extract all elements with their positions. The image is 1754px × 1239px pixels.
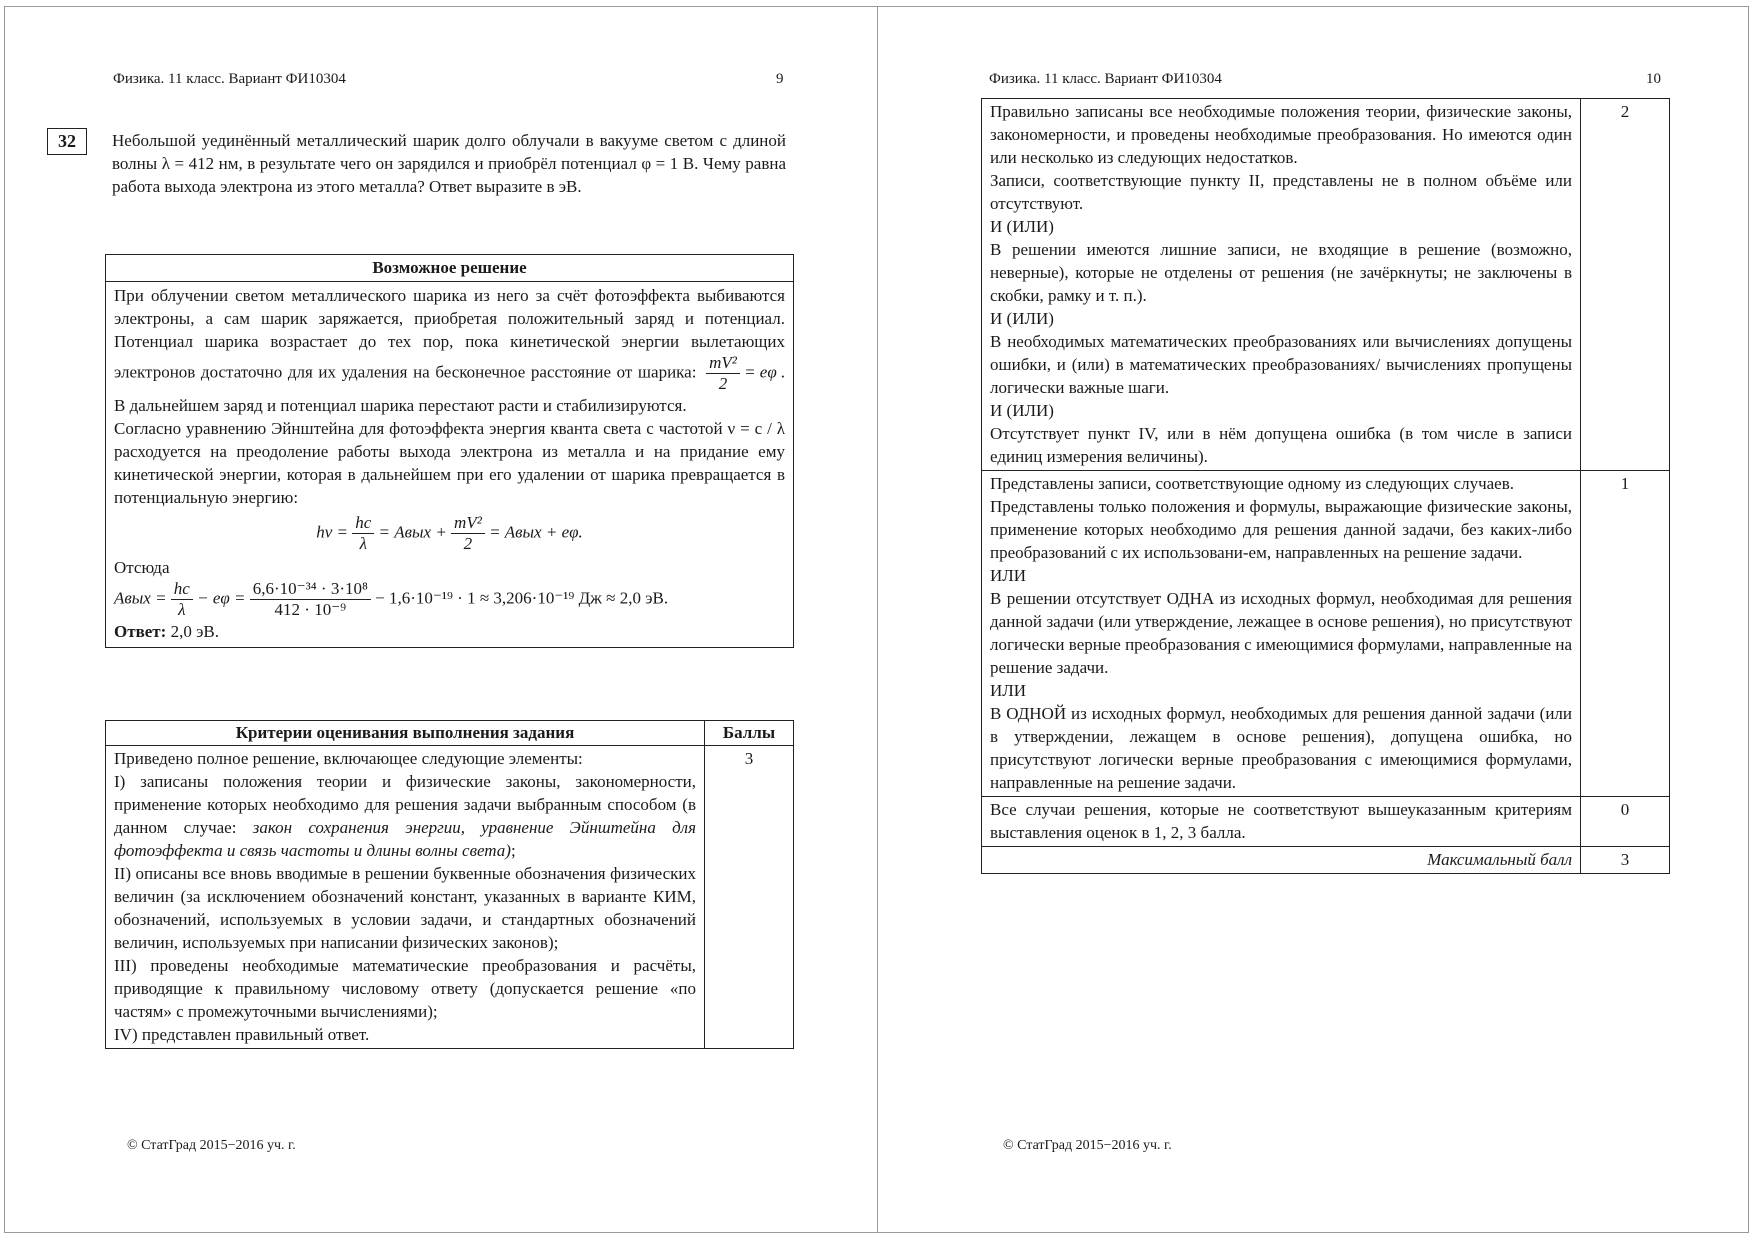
criteria-item-i-italic: закон сохранения энергии, уравнение Эйнштейна для фотоэффекта и связь частоты и длины волны света) — [114, 818, 696, 860]
fraction-denominator: 2 — [463, 534, 473, 553]
criteria-item-iv: IV) представлен правильный ответ. — [114, 1025, 370, 1044]
criteria-item-i-text: I) записаны положения теории и физические законы, закономерности, применение которых необходимо для решения задачи выбранным способом (в данном случае: — [114, 772, 696, 837]
einstein-equation — [114, 513, 785, 554]
criteria-row-3-text — [106, 746, 705, 1049]
criteria-row-2-p1: Правильно записаны все необходимые положения теории, физические законы, закономерности, и проведены необходимые преобразования. Но имеются один или несколько из следующих недостатков. — [990, 102, 1572, 167]
criteria-row-2-text — [982, 99, 1581, 471]
eq-mid: = Aвых + — [378, 522, 447, 542]
hence-label: Отсюда — [114, 558, 170, 577]
criteria-header: Критерии оценивания выполнения задания — [106, 721, 705, 746]
answer-line — [114, 620, 785, 643]
max-score-row — [982, 847, 1670, 874]
criteria-or-label: И (ИЛИ) — [990, 217, 1054, 236]
answer-label: Ответ: — [114, 622, 167, 641]
question-number-box: 32 — [47, 128, 87, 155]
criteria-row-2-points: 2 — [1581, 99, 1670, 471]
criteria-or-label: ИЛИ — [990, 566, 1027, 585]
kinetic-energy-formula — [706, 353, 777, 394]
criteria-row-1-p3: В решении отсутствует ОДНА из исходных формул, необходимая для решения данной задачи (или утверждение, лежащее в основе решения), но присутствуют логически верные преобразования с имеющимися формулами, направленные на решение задачи. — [990, 589, 1572, 677]
question-text: Небольшой уединённый металлический шарик долго облучали в вакууме светом с длиной волны λ = 412 нм, в результате чего он зарядился и приобрёл потенциал φ = 1 В. Чему равна работа выхода электрона из этого металла? Ответ выразите в эВ. — [112, 131, 786, 196]
criteria-row-0-points: 0 — [1581, 797, 1670, 847]
solution-p1-text: При облучении светом металлического шарика из него за счёт фотоэффекта выбиваются электроны, а сам шарик заряжается, приобретая положительный заряд и потенциал. Потенциал шарика возрастает до тех пор, пока кинетической энергии вылетающих электронов достаточно для их удаления на бесконечное расстояние от шарика: — [114, 286, 785, 382]
fraction-denominator: λ — [359, 534, 367, 553]
criteria-table-left — [105, 720, 794, 1049]
criteria-item-iii: III) проведены необходимые математические преобразования и расчёты, приводящие к правильному числовому ответу (допускается решение «по частям» с промежуточными вычислениями); — [114, 956, 696, 1021]
solution-body — [106, 282, 794, 648]
criteria-row-2-p2: Записи, соответствующие пункту II, представлены не в полном объёме или отсутствуют. — [990, 171, 1572, 213]
right-page-footer: © СтатГрад 2015−2016 уч. г. — [1003, 1138, 1172, 1153]
right-page-header: Физика. 11 класс. Вариант ФИ10304 — [989, 71, 1222, 87]
criteria-row-1-p4: В ОДНОЙ из исходных формул, необходимых для решения данной задачи (или в утверждении, лежащем в основе решения), допущена ошибка, но присутствуют логически верные преобразования с имеющимися формулами, направленные на решение задачи. — [990, 704, 1572, 792]
calc-mid: − eφ = — [197, 588, 246, 608]
calc-rhs: − 1,6·10⁻¹⁹ · 1 ≈ 3,206·10⁻¹⁹ Дж ≈ 2,0 эВ. — [375, 588, 669, 608]
criteria-row-2-p5: Отсутствует пункт IV, или в нём допущена ошибка (в том числе в записи единиц измерения величины). — [990, 424, 1572, 466]
criteria-row-2-p3: В решении имеются лишние записи, не входящие в решение (возможно, неверные), которые не отделены от решения (не зачёркнуты; не заключены в скобки, рамку и т. п.). — [990, 240, 1572, 305]
fraction-denominator: λ — [178, 600, 186, 619]
criteria-item-i — [114, 770, 696, 862]
criteria-row-2 — [982, 99, 1670, 471]
criteria-row-1-points: 1 — [1581, 471, 1670, 797]
criteria-row-0 — [982, 797, 1670, 847]
fraction-denominator: 2 — [718, 374, 728, 393]
criteria-item-i-end: ; — [510, 841, 516, 860]
eq-rhs: = Aвых + eφ. — [489, 522, 583, 542]
criteria-row-2-p4: В необходимых математических преобразованиях или вычислениях допущены ошибки, и (или) в математических преобразованиях/ вычислениях пропущены логически важные шаги. — [990, 332, 1572, 397]
solution-title: Возможное решение — [106, 255, 794, 282]
max-score-value: 3 — [1581, 847, 1670, 874]
formula-rhs: = eφ — [744, 362, 777, 382]
fraction-numerator: mV² — [706, 353, 740, 374]
solution-paragraph-2: Согласно уравнению Эйнштейна для фотоэффекта энергия кванта света с частотой ν = c / λ расходуется на преодоление работы выхода электрона из металла и на придание ему кинетической энергии, которая в дальнейшем при его удалении от шарика превращается в потенциальную энергию: — [114, 419, 785, 507]
criteria-row-1-text — [982, 471, 1581, 797]
criteria-or-label: И (ИЛИ) — [990, 401, 1054, 420]
criteria-row-1 — [982, 471, 1670, 797]
calculation-equation — [114, 579, 785, 620]
criteria-item-ii: II) описаны все вновь вводимые в решении буквенные обозначения физических величин (за исключением обозначений констант, указанных в варианте КИМ, обозначений, используемых в условии задачи, и стандартных обозначений величин, используемых при написании физических законов); — [114, 864, 696, 952]
fraction-numerator: hc — [171, 579, 193, 600]
criteria-row-3 — [106, 746, 794, 1049]
criteria-row-3-intro: Приведено полное решение, включающее следующие элементы: — [114, 749, 583, 768]
answer-value: 2,0 эВ. — [166, 622, 219, 641]
fraction-numerator: mV² — [451, 513, 485, 534]
criteria-table-right — [981, 98, 1670, 874]
criteria-row-1-p2: Представлены только положения и формулы, выражающие физические законы, применение которых необходимо для решения данной задачи, без каких-либо преобразований с их использовани-ем, направленных на решение задачи. — [990, 497, 1572, 562]
left-page-header: Физика. 11 класс. Вариант ФИ10304 — [113, 71, 346, 87]
right-page-number: 10 — [1646, 71, 1661, 87]
solution-p1-text-after: . В дальнейшем заряд и потенциал шарика перестают расти и стабилизируются. — [114, 362, 785, 415]
criteria-or-label: ИЛИ — [990, 681, 1027, 700]
criteria-row-0-text: Все случаи решения, которые не соответствуют вышеуказанным критериям выставления оценок в 1, 2, 3 балла. — [982, 797, 1581, 847]
solution-paragraph-1 — [114, 284, 785, 417]
left-page-footer: © СтатГрад 2015−2016 уч. г. — [127, 1138, 296, 1153]
criteria-row-1-p1: Представлены записи, соответствующие одному из следующих случаев. — [990, 474, 1515, 493]
page-divider — [877, 6, 878, 1233]
criteria-or-label: И (ИЛИ) — [990, 309, 1054, 328]
calc-lhs: Aвых = — [114, 588, 167, 608]
fraction-denominator: 412 · 10⁻⁹ — [274, 600, 347, 619]
points-header: Баллы — [705, 721, 794, 746]
eq-lhs: hν = — [316, 522, 348, 542]
left-page-number: 9 — [776, 71, 784, 87]
fraction-numerator: 6,6·10⁻³⁴ · 3·10⁸ — [250, 579, 371, 600]
fraction-numerator: hc — [352, 513, 374, 534]
solution-table — [105, 254, 794, 648]
max-score-label: Максимальный балл — [982, 847, 1581, 874]
criteria-row-3-points: 3 — [705, 746, 794, 1049]
